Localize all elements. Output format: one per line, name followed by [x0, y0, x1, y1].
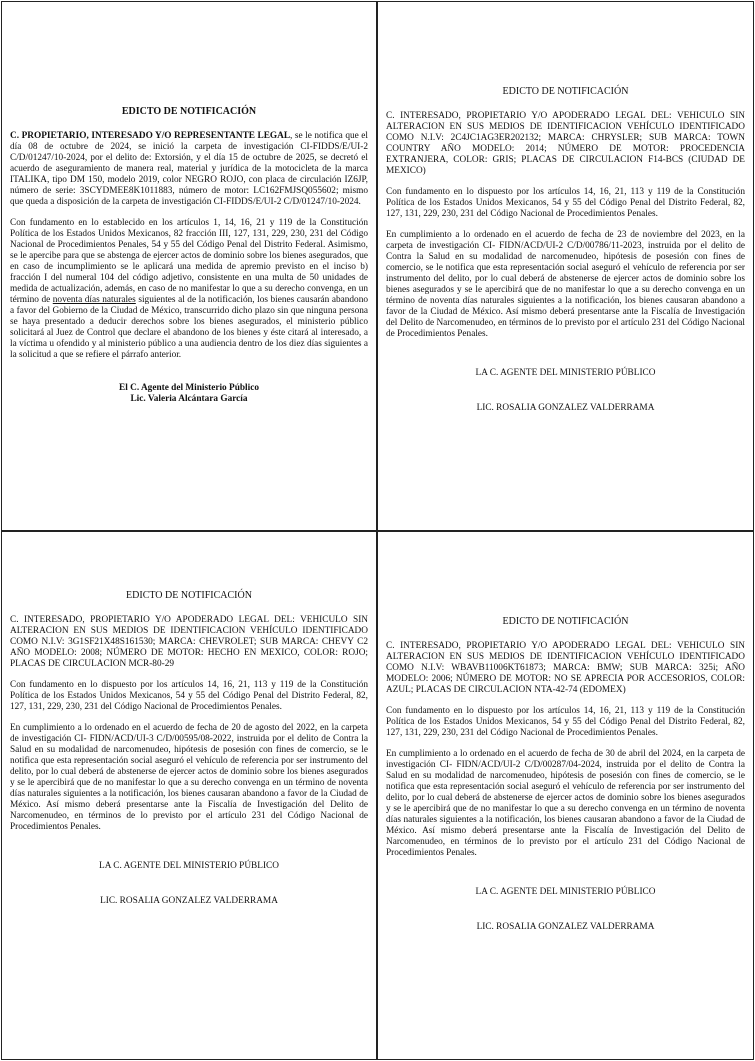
edict-body — [10, 590, 368, 907]
signature-name: LIC. ROSALIA GONZALEZ VALDERRAMA — [100, 896, 278, 906]
edict-panel-3 — [1, 531, 377, 1060]
edict-paragraph: En cumplimiento a lo ordenado en el acuerdo de fecha de 20 de agosto del 2022, en la carpeta de investigación CI- FIDN/ACD/UI-3 C/D/00595/08-2022, instruida por el delito de Contra la Salud en su modalidad de narcomenudeo, hipótesis de posesión con fines de comercio, se le notifica que esta representación social aseguró el vehículo de referencia por ser instrumento del delito, por lo cual deberá de abstenerse de ejercer actos de dominio sobre los bienes asegurados y se le apercibirá que de no manifestar lo que a su derecho convenga en un término de noventa días naturales siguientes a la notificación, los bienes causaran abandono a favor de la Ciudad de México. Así mismo deberá presentarse ante la Fiscalía de Investigación del Delito de Narcomenudeo, en términos de lo previsto por el artículo 231 del Código Nacional de Procedimientos Penales. — [10, 723, 368, 832]
edict-paragraph — [10, 131, 368, 208]
edict-paragraph: Con fundamento en lo dispuesto por los artículos 14, 16, 21, 113 y 119 de la Constitución Política de los Estados Unidos Mexicanos, 54 y 55 del Código Penal del Distrito Federal, 82, 127, 131, 229, 230, 231 del Código Nacional de Procedimientos Penales. — [386, 187, 745, 219]
signature-name: LIC. ROSALIA GONZALEZ VALDERRAMA — [476, 403, 655, 413]
edict-paragraph: Con fundamento en lo dispuesto por los artículos 14, 16, 21, 113 y 119 de la Constitución Política de los Estados Unidos Mexicanos, 54 y 55 del Código Penal del Distrito Federal, 82, 127, 131, 229, 230, 231 del Código Nacional de Procedimientos Penales. — [10, 680, 368, 712]
edict-panel-1 — [1, 1, 377, 531]
underlined-term: noventa días naturales — [52, 295, 136, 305]
edict-paragraph: C. INTERESADO, PROPIETARIO Y/O APODERADO LEGAL DEL: VEHICULO SIN ALTERACION EN SUS MEDIOS DE IDENTIFICACION VEHÍCULO IDENTIFICADO COMO N.I.V: 2C4JC1AG3ER202132; MARCA: CHRYSLER; SUB MARCA: TOWN COUNTRY AÑO MODELO: 2014; NÚMERO DE MOTOR: PROCEDENCIA EXTRANJERA, COLOR: GRIS; PLACAS DE CIRCULACION F14-BCS (CIUDAD DE MEXICO) — [386, 111, 745, 176]
edict-title: EDICTO DE NOTIFICACIÓN — [121, 106, 257, 117]
edict-title: EDICTO DE NOTIFICACIÓN — [126, 590, 252, 601]
signature-name: Lic. Valeria Alcántara García — [130, 394, 248, 404]
edict-paragraph: En cumplimiento a lo ordenado en el acuerdo de fecha de 30 de abril del 2024, en la carpeta de investigación CI- FIDN/ACD/UI-2 C/D/00287/04-2024, instruida por el delito de Contra la Salud en su modalidad de narcomenudeo, hipótesis de posesión con fines de comercio, se le notifica que esta representación social aseguró el vehículo de referencia por ser instrumento del delito, por lo cual deberá de abstenerse de ejercer actos de dominio sobre los bienes asegurados y se le apercibirá que de no manifestar lo que a su derecho convenga en un término de noventa días naturales siguientes a la notificación, los bienes causaran abandono a favor de la Ciudad de México. Así mismo deberá presentarse ante la Fiscalía de Investigación del Delito de Narcomenudeo, en términos de lo previsto por el artículo 231 del Código Nacional de Procedimientos Penales. — [386, 749, 745, 858]
edict-paragraph: C. INTERESADO, PROPIETARIO Y/O APODERADO LEGAL DEL: VEHICULO SIN ALTERACION EN SUS MEDIOS DE IDENTIFICACION VEHÍCULO IDENTIFICADO COMO N.I.V: WBAVB11006KT61873; MARCA: BMW; SUB MARCA: 325i; AÑO MODELO: 2006; NÚMERO DE MOTOR: NO SE APRECIA POR ACCESORIOS, COLOR: AZUL; PLACAS DE CIRCULACION NTA-42-74 (EDOMEX) — [386, 641, 745, 695]
edict-body — [386, 616, 745, 933]
edict-panel-4 — [377, 531, 754, 1060]
paragraph-text: siguientes al de la notificación, los bienes causarán abandono a favor del Gobierno de la Ciudad de México, transcurrido dicho plazo sin que ninguna persona se haya presentado a deducir derechos sobre los bienes asegurados, el ministerio público solicitará al Juez de Control que declare el abandono de los bienes y éste citará al interesado, a la víctima u ofendido y al ministerio público a una audiencia dentro de los diez días siguientes a la solicitud a que se refiere el párrafo anterior. — [10, 295, 368, 360]
edict-title: EDICTO DE NOTIFICACIÓN — [502, 616, 629, 627]
edict-paragraph: Con fundamento en lo dispuesto por los artículos 14, 16, 21, 113 y 119 de la Constitución Política de los Estados Unidos Mexicanos, 54 y 55 del Código Penal del Distrito Federal, 82, 127, 131, 229, 230, 231 del Código Nacional de Procedimientos Penales. — [386, 706, 745, 738]
edict-paragraph — [10, 218, 368, 361]
edict-title: EDICTO DE NOTIFICACIÓN — [502, 86, 629, 97]
paragraph-text: , se le notifica que el día 08 de octubre de 2024, se inició la carpeta de investigación CI-FIDDS/E/UI-2 C/D/01247/10-2024, por el delito de: Extorsión, y el día 15 de octubre de 2025, se decretó el acuerdo de aseguramiento de manera real, material y jurídica de la motocicleta de la marca ITALIKA, tipo DM 150, modelo 2019, color NEGRO ROJO, con placa de circulación IZ6JP, número de serie: 3SCYDMEE8K1011883, número de motor: LC162FMJSQ055602; mismo que queda a disposición de la carpeta de investigación CI-FIDDS/E/UI-2 C/D/01247/10-2024. — [10, 131, 368, 207]
paragraph-text: Con fundamento en lo establecido en los artículos 1, 14, 16, 21 y 119 de la Constitución Política de los Estados Unidos Mexicanos, 82 fracción III, 127, 131, 229, 230, 231 del Código Nacional de Procedimientos Penales, 54 y 55 del Código Penal del Distrito Federal. Asimismo, se le apercibe para que se abstenga de ejercer actos de dominio sobre los bienes asegurados, que en caso de incumplimiento se le aplicará una medida de apremio previsto en el inciso b) fracción I del numeral 104 del código adjetivo, consistente en una multa de 50 unidades de medida de actualización, además, en caso de no manifestar lo que a su derecho convenga, en un término de — [10, 218, 368, 305]
signature-title: LA C. AGENTE DEL MINISTERIO PÚBLICO — [475, 368, 656, 378]
edict-paragraph: C. INTERESADO, PROPIETARIO Y/O APODERADO LEGAL DEL: VEHICULO SIN ALTERACION EN SUS MEDIOS DE IDENTIFICACION VEHÍCULO IDENTIFICADO COMO N.I.V: 3G1SF21X48S161530; MARCA: CHEVROLET; SUB MARCA: CHEVY C2 AÑO MODELO: 2008; NÚMERO DE MOTOR: HECHO EN MEXICO, COLOR: ROJO; PLACAS DE CIRCULACION MCR-80-29 — [10, 615, 368, 669]
edict-body — [386, 86, 745, 414]
signature-title: El C. Agente del Ministerio Público — [119, 383, 259, 393]
addressee-lead: C. PROPIETARIO, INTERESADO Y/O REPRESENTANTE LEGAL — [10, 131, 291, 141]
edict-panel-2 — [377, 1, 754, 531]
edict-paragraph: En cumplimiento a lo ordenado en el acuerdo de fecha de 23 de noviembre del 2023, en la carpeta de investigación CI- FIDN/ACD/UI-2 C/D/00786/11-2023, instruida por el delito de Contra la Salud en su modalidad de narcomenudeo, hipótesis de posesión con fines de comercio, se le notifica que esta representación social aseguró el vehículo de referencia por ser instrumento del delito, por lo cual deberá de abstenerse de ejercer actos de dominio sobre los bienes asegurados y se le apercibirá que de no manifestar lo que a su derecho convenga en un término de noventa días naturales siguientes a la notificación, los bienes causaran abandono a favor de la Ciudad de México. Así mismo deberá presentarse ante la Fiscalía de Investigación del Delito de Narcomenudeo, en términos de lo previsto por el artículo 231 del Código Nacional de Procedimientos Penales. — [386, 230, 745, 339]
signature-title: LA C. AGENTE DEL MINISTERIO PÚBLICO — [99, 861, 279, 871]
signature-name: LIC. ROSALIA GONZALEZ VALDERRAMA — [476, 922, 655, 932]
edict-body — [10, 106, 368, 405]
signature-title: LA C. AGENTE DEL MINISTERIO PÚBLICO — [475, 887, 656, 897]
